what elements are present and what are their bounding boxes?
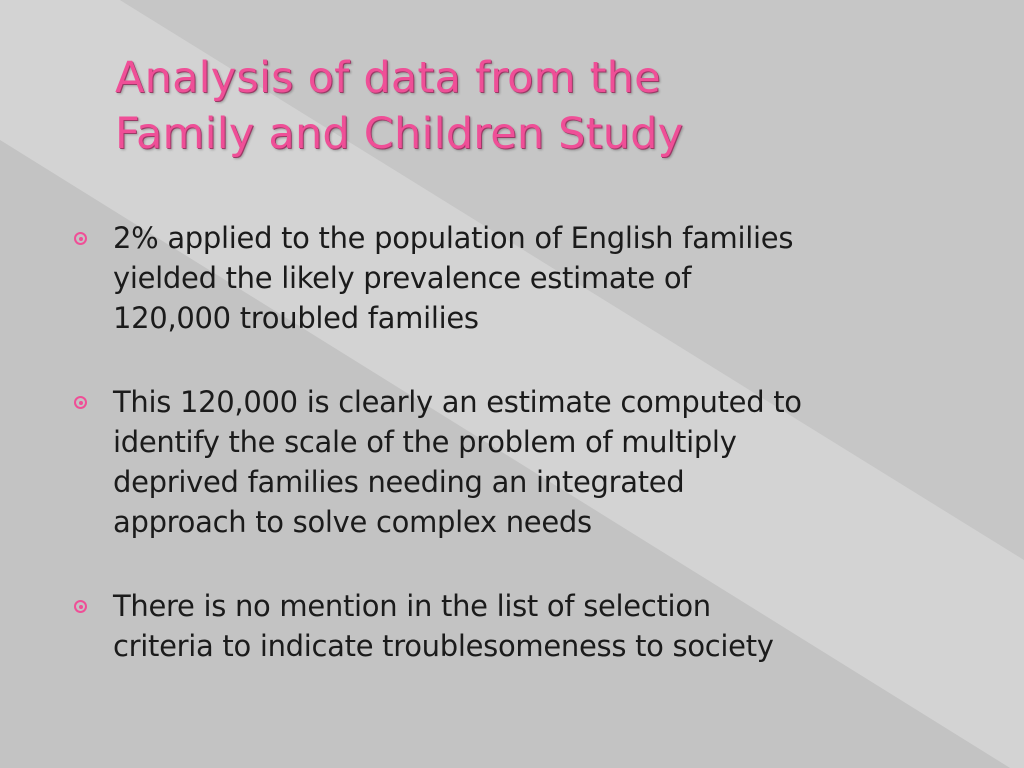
bullet-line: deprived families needing an integrated [113,465,685,499]
bullet-list [74,218,974,666]
bullet-item-2 [74,382,974,542]
bullet-line: 2% applied to the population of English families [113,221,794,255]
slide-title [115,50,975,162]
bullet-line: yielded the likely prevalence estimate of [113,261,692,295]
bullet-line: criteria to indicate troublesomeness to society [113,629,774,663]
circle-bullet-icon [74,232,87,245]
bullet-line: approach to solve complex needs [113,505,592,539]
slide-title-line-2: Family and Children Study [115,109,684,159]
bullet-line: This 120,000 is clearly an estimate computed to [113,385,802,419]
bullet-item-3 [74,586,974,666]
bullet-item-1 [74,218,974,338]
circle-bullet-icon [74,396,87,409]
bullet-line: There is no mention in the list of selection [113,589,711,623]
circle-bullet-icon [74,600,87,613]
slide-title-line-1: Analysis of data from the [115,53,661,103]
bullet-line: identify the scale of the problem of multiply [113,425,737,459]
bullet-line: 120,000 troubled families [113,301,479,335]
